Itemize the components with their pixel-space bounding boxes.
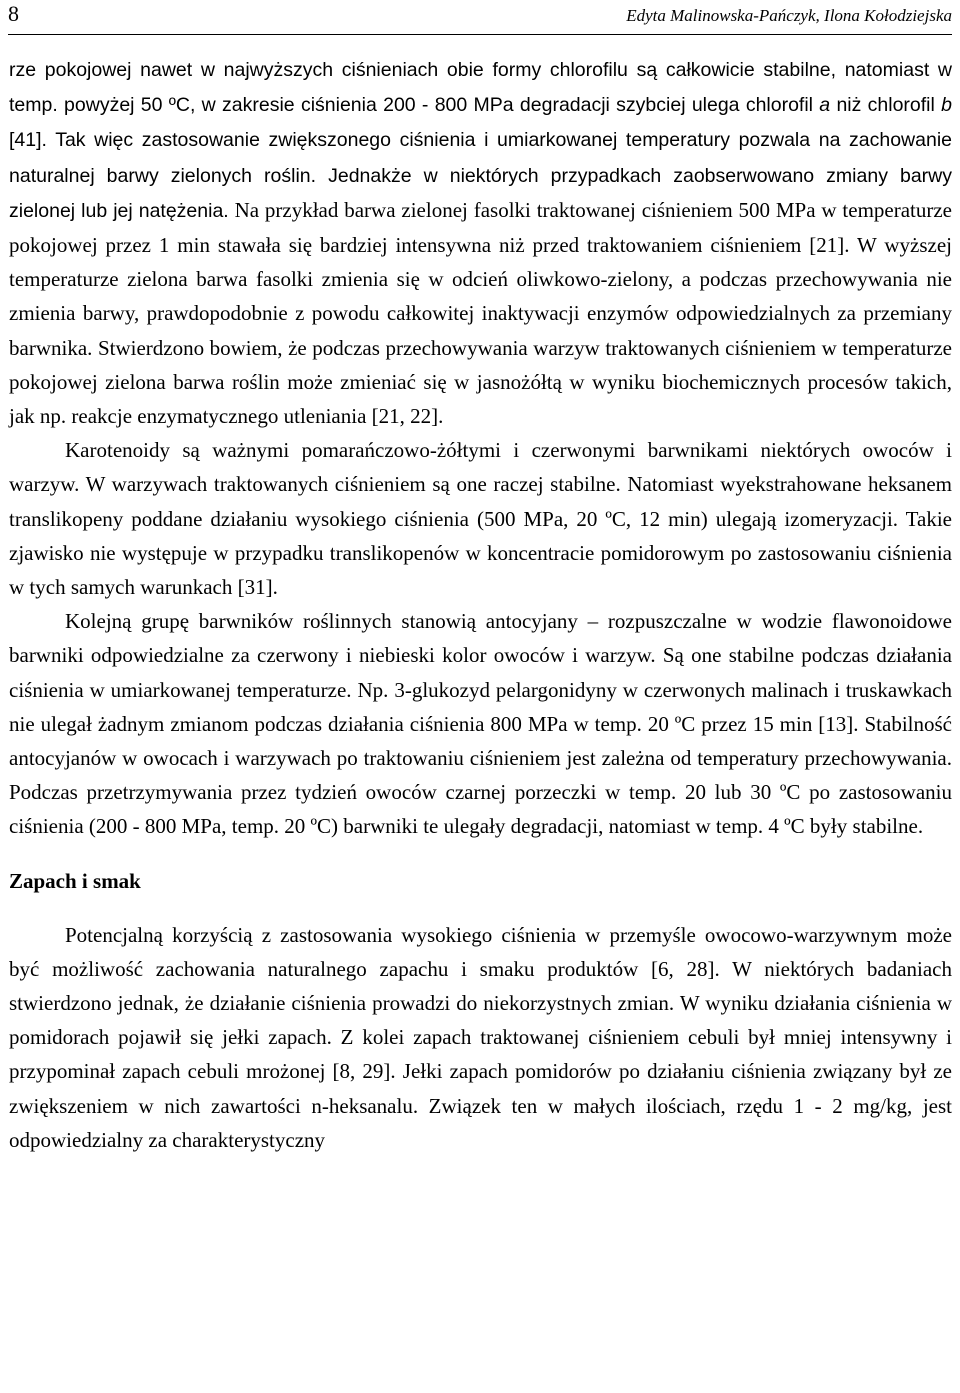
para1-segment-2: niż chlorofil [830, 94, 942, 117]
paragraph-carotenoids: Karotenoidy są ważnymi pomarańczowo-żółtymi i czerwonymi barwnikami niektórych owoców i warzyw. W warzywach traktowanych ciśnieniem są one raczej stabilne. Natomiast wyekstrahowane heksanem translikopeny poddane działaniu wysokiego ciśnienia (500 MPa, 20 ºC, 12 min) ulegają izomeryzacji. Takie zjawisko nie występuje w przypadku translikopenów w koncentracie pomidorowym po zastosowaniu ciśnienia w tych samych warunkach [31]. [9, 438, 952, 600]
paragraph-anthocyanins: Kolejną grupę barwników roślinnych stanowią antocyjany – rozpuszczalne w wodzie flawonoidowe barwniki odpowiedzialne za czerwony i niebieski kolor owoców i warzyw. Są one stabilne podczas działania ciśnienia w umiarkowanej temperaturze. Np. 3-glukozyd pelargonidyny w czerwonych malinach i truskawkach nie ulegał żadnym zmianom podczas działania ciśnienia 800 MPa w temp. 20 ºC przez 15 min [13]. Stabilność antocyjanów w owocach i warzywach po traktowaniu ciśnieniem jest zależna od temperatury przechowywania. Podczas przetrzymywania przez tydzień owoców czarnej porzeczki w temp. 20 lub 30 ºC po zastosowaniu ciśnienia (200 - 800 MPa, temp. 20 ºC) barwniki te ulegały degradacji, natomiast w temp. 4 ºC były stabilne. [9, 609, 952, 839]
para1-segment-4: Na przykład barwa zielonej fasolki traktowanej ciśnieniem 500 MPa w temperaturze pokojowej przez 1 min stawała się bardziej intensywna niż przed traktowaniem ciśnieniem [21]. W wyższej temperaturze zielona barwa fasolki zmienia się w odcień oliwkowo-zielony, a podczas przechowywania nie zmienia barwy, prawdopodobnie z powodu całkowitej inaktywacji enzymów odpowiedzialnych za przemiany barwnika. Stwierdzono bowiem, że podczas przechowywania warzyw traktowanych ciśnieniem w temperaturze pokojowej zielona barwa roślin może zmieniać się w jasnożółtą w wyniku biochemicznych procesów takich, jak np. reakcje enzymatycznego utleniania [21, 22]. [9, 197, 953, 429]
section-heading: Zapach i smak [9, 868, 141, 893]
chlorophyll-b-symbol: b [941, 94, 952, 117]
para1-segment-1: rze pokojowej nawet w najwyższych ciśnieniach obie formy chlorofilu są całkowicie stabilne, natomiast w temp. powyżej 50 ºC, w zakresie ciśnienia 200 - 800 MPa degradacji szybciej ulega chlorofil [9, 59, 952, 117]
body-text [9, 52, 952, 1157]
chlorophyll-a-symbol: a [819, 94, 831, 117]
page-header [8, 0, 952, 35]
paragraph-chlorophyll [9, 52, 952, 433]
page-number: 8 [8, 1, 19, 26]
running-head: Edyta Malinowska-Pańczyk, Ilona Kołodziejska [626, 6, 952, 25]
paragraph-aroma-taste: Potencjalną korzyścią z zastosowania wysokiego ciśnienia w przemyśle owocowo-warzywnym może być możliwość zachowania naturalnego zapachu i smaku produktów [6, 28]. W niektórych badaniach stwierdzono jednak, że działanie ciśnienia prowadzi do niekorzystnych zmian. W wyniku działania ciśnienia w pomidorach pojawił się jełki zapach. Z kolei zapach traktowanej ciśnieniem cebuli był mniej intensywny i przypominał zapach cebuli mrożonej [8, 29]. Jełki zapach pomidorów po działaniu ciśnienia związany był ze zwiększeniem w nich zawartości n-heksanalu. Związek ten w małych ilościach, rzędu 1 - 2 mg/kg, jest odpowiedzialny za charakterystyczny [9, 922, 952, 1152]
para1-segment-3: [41]. Tak więc zastosowanie zwiększonego ciśnienia i umiarkowanej temperatury pozwala na zachowanie naturalnej barwy zielonych roślin. Jednakże w niektórych przypadkach zaobserwowano zmiany barwy zielonej lub jej natężenia. [9, 129, 952, 222]
